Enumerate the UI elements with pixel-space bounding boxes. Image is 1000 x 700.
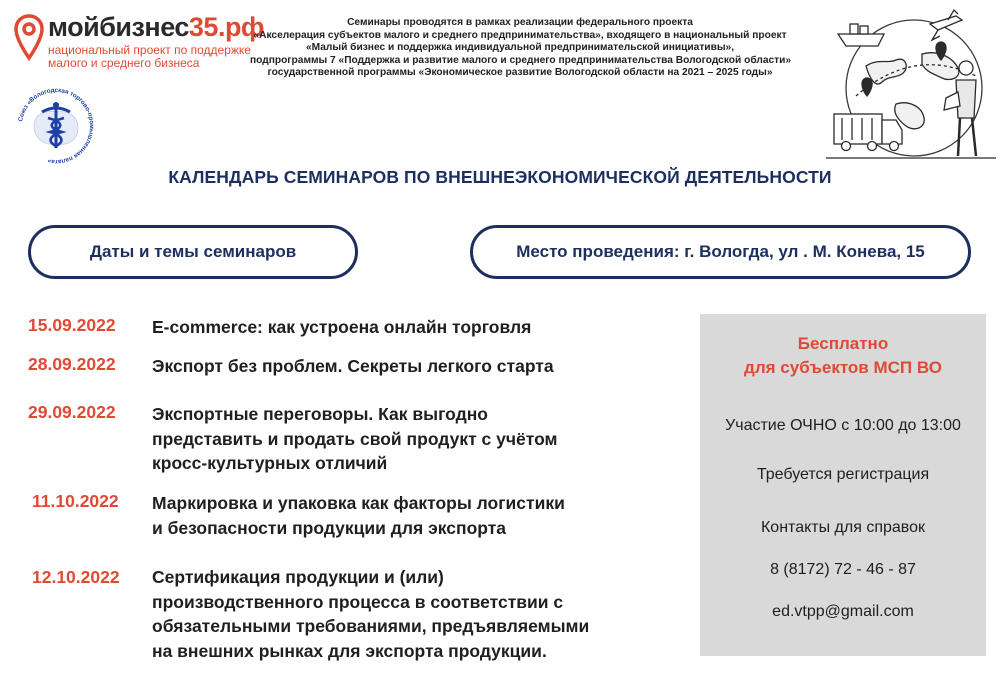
contacts-label: Контакты для справок: [760, 519, 925, 536]
header-line-3: «Малый бизнес и поддержка индивидуальной предпринимательской инициативы»,: [305, 42, 735, 53]
seminar-topic-line: E-commerce: как устроена онлайн торговля: [152, 317, 532, 337]
seminar-topic-line: на внешних рынках для экспорта продукции.: [152, 640, 547, 661]
logo-subtitle-line-1: национальный проект по поддержке: [48, 43, 251, 57]
logo-word-1: мой: [48, 12, 100, 42]
header-funding-note: [250, 17, 790, 80]
seminar-topic-line: представить и продать свой продукт с учётом: [152, 428, 558, 449]
page-title: КАЛЕНДАРЬ СЕМИНАРОВ ПО ВНЕШНЕЭКОНОМИЧЕСКОЙ ДЕЯТЕЛЬНОСТИ: [168, 167, 832, 187]
free-label: Бесплатно: [797, 334, 889, 353]
seminar-topic-line: Маркировка и упаковка как факторы логистики: [152, 493, 565, 513]
logo-subtitle: [48, 44, 251, 70]
svg-text:Союз «Вологодская торгово-пром: Союз «Вологодская торгово-промышленная палата»: [17, 86, 96, 166]
contact-email: ed.vtpp@gmail.com: [772, 603, 914, 620]
ctpp-emblem-logo: [12, 82, 100, 170]
seminar-topic-line: кросс-культурных отличий: [152, 453, 388, 473]
seminar-topic-line: и безопасности продукции для экспорта: [152, 517, 507, 538]
seminar-topic: [152, 565, 589, 663]
seminar-topic-line: Экспортные переговоры. Как выгодно: [152, 404, 488, 424]
global-logistics-illustration: [826, 6, 996, 164]
seminar-topic-line: Экспорт без проблем. Секреты легкого старта: [152, 356, 554, 376]
logo-word-2: бизнес: [99, 12, 189, 42]
contact-phone: 8 (8172) 72 - 46 - 87: [770, 561, 916, 578]
logo-wordmark: [48, 12, 264, 43]
seminar-topic: [152, 491, 565, 540]
seminar-topic: [152, 315, 531, 340]
logo-subtitle-line-2: малого и среднего бизнеса: [48, 56, 200, 70]
seminar-date: 29.09.2022: [28, 402, 116, 422]
seminar-date: 28.09.2022: [28, 354, 116, 374]
header-line-5: государственной программы «Экономическое развитие Вологодской области на 2021 – 2025 годы»: [267, 67, 773, 78]
info-panel: [700, 314, 986, 656]
header-line-4: подпрограммы 7 «Поддержка и развитие малого и среднего предпринимательства Вологодской области»: [250, 54, 792, 66]
seminar-date: 15.09.2022: [28, 315, 116, 335]
registration-note: Требуется регистрация: [756, 466, 930, 483]
seminar-topic: [152, 354, 554, 379]
dates-and-topics-pill: Даты и темы семинаров: [28, 225, 358, 279]
location-pin-logo-icon: [14, 14, 44, 62]
header-line-1: Семинары проводятся в рамках реализации федерального проекта: [347, 17, 693, 28]
msp-eligibility-label: для субъектов МСП ВО: [744, 358, 942, 377]
moybiznes-logo: [14, 12, 264, 74]
seminar-topic-line: производственного процесса в соответствии с: [152, 591, 564, 612]
seminar-topic: [152, 402, 557, 476]
header-line-2: «Акселерация субъектов малого и среднего предпринимательства», входящего в национальный проект: [253, 29, 787, 41]
seminar-date: 12.10.2022: [32, 567, 120, 587]
logo-word-3: 35.рф: [188, 12, 265, 42]
seminar-topic-line: обязательными требованиями, предъявляемыми: [152, 616, 590, 636]
participation-time: Участие ОЧНО с 10:00 до 13:00: [725, 417, 961, 434]
seminar-date: 11.10.2022: [32, 491, 119, 511]
seminar-topic-line: Сертификация продукции и (или): [152, 567, 444, 587]
venue-pill: Место проведения: г. Вологда, ул . М. Конева, 15: [470, 225, 971, 279]
